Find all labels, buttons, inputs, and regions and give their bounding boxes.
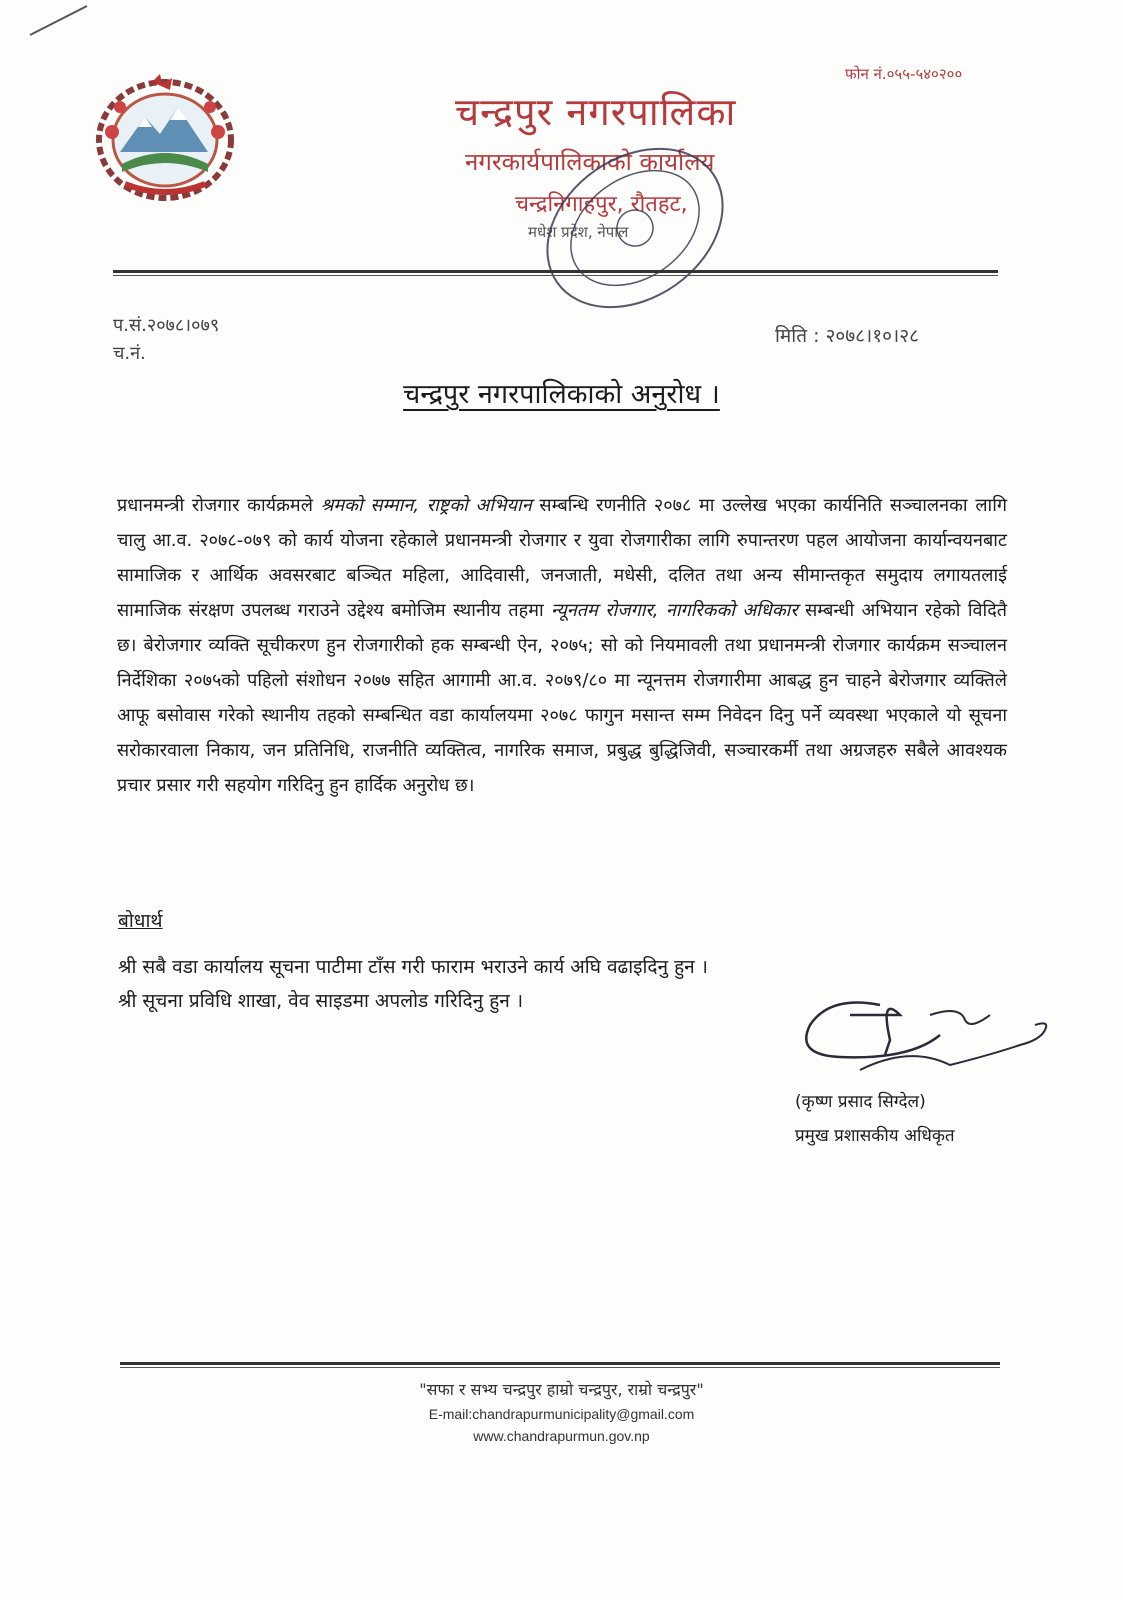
nepal-emblem-icon	[90, 72, 240, 202]
address-line-1: चन्द्रनिगाहपुर, रौतहट,	[515, 192, 688, 217]
pen-mark	[25, 0, 95, 40]
footer-website: www.chandrapurmun.gov.np	[473, 1428, 650, 1444]
signatory-block	[795, 1085, 955, 1153]
subject-text: चन्द्रपुर नगरपालिकाको अनुरोध ।	[403, 379, 720, 410]
signatory-title: प्रमुख प्रशासकीय अधिकृत	[795, 1126, 955, 1146]
bodhartha-list	[118, 950, 708, 1018]
body-text-part: प्रधानमन्त्री रोजगार कार्यक्रमले	[117, 495, 321, 516]
body-italic-phrase: श्रमको सम्मान, राष्ट्रको अभियान	[320, 495, 532, 516]
office-seal	[520, 128, 750, 328]
bodhartha-item: श्री सूचना प्रविधि शाखा, वेव साइडमा अपलोड गरिदिनु हुन ।	[118, 990, 524, 1012]
reference-block	[113, 312, 219, 368]
body-text-part: सम्बन्धि रणनीति २०७८ मा उल्लेख भएका कार्यनिति सञ्चालनका लागि चालु आ.व. २०७८-०७९ को कार्य योजना रहेकाले प्रधानमन्त्री रोजगार र युवा रोजगारीका लागि रुपान्तरण पहल आयोजना कार्यान्वयनबाट सामाजिक र आर्थिक अवसरबाट बञ्चित महिला, आदिवासी, जनजाती, मधेसी, दलित तथा अन्य सीमान्तकृत समुदाय लगायतलाई सामाजिक संरक्षण उपलब्ध गराउने उद्देश्य बमोजिम स्थानीय तहमा	[117, 495, 1007, 621]
subject-heading	[0, 374, 1123, 411]
bodhartha-item: श्री सबै वडा कार्यालय सूचना पाटीमा टाँस गरी फाराम भराउने कार्य अघि वढाइदिनु हुन ।	[118, 956, 708, 978]
office-name: नगरकार्यपालिकाको कार्यालय	[465, 148, 715, 176]
letter-number: प.सं.२०७८।०७९	[113, 315, 220, 336]
footer-email: E-mail:chandrapurmunicipality@gmail.com	[428, 1406, 695, 1422]
body-text-part: सम्बन्धी अभियान रहेको विदितै छ। बेरोजगार व्यक्ति सूचीकरण हुन रोजगारीको हक सम्बन्धी ऐन, २०७५; सो को नियमावली तथा प्रधानमन्त्री रोजगार कार्यक्रम सञ्चालन निर्देशिका २०७५को पहिलो संशोधन २०७७ सहित आगामी आ.व. २०७९/८० मा न्यूनत्तम रोजगारीमा आबद्ध हुन चाहने बेरोजगार व्यक्तिले आफू बसोवास गरेको स्थानीय तहको सम्बन्धित वडा कार्यालयमा २०७८ फागुन मसान्त सम्म निवेदन दिनु पर्ने व्यवस्था भएकाले यो सूचना सरोकारवाला निकाय, जन प्रतिनिधि, राजनीति व्यक्तित्व, नागरिक समाज, प्रबुद्ध बुद्धिजिवी, सञ्चारकर्मी तथा अग्रजहरु सबैले आवश्यक प्रचार प्रसार गरी सहयोग गरिदिनु हुन हार्दिक अनुरोध छ।	[117, 600, 1008, 796]
header-divider	[113, 270, 998, 276]
body-italic-phrase: न्यूनतम रोजगार, नागरिकको अधिकार	[551, 600, 798, 621]
footer-divider	[120, 1362, 1000, 1368]
signatory-name: (कृष्ण प्रसाद सिग्देल)	[795, 1092, 926, 1112]
dispatch-number: च.नं.	[113, 343, 146, 364]
phone-number: फोन नं.०५५-५४०२००	[845, 65, 963, 83]
letter-date: मिति : २०७८।१०।२८	[775, 325, 919, 347]
org-title: चन्द्रपुर नगरपालिका	[455, 90, 737, 134]
footer-motto: "सफा र सभ्य चन्द्रपुर हाम्रो चन्द्रपुर, राम्रो चन्द्रपुर"	[419, 1380, 704, 1399]
body-paragraph	[117, 488, 1007, 803]
address-line-2: मधेश प्रदेश, नेपाल	[528, 223, 629, 241]
bodhartha-heading: बोधार्थ	[118, 910, 163, 932]
